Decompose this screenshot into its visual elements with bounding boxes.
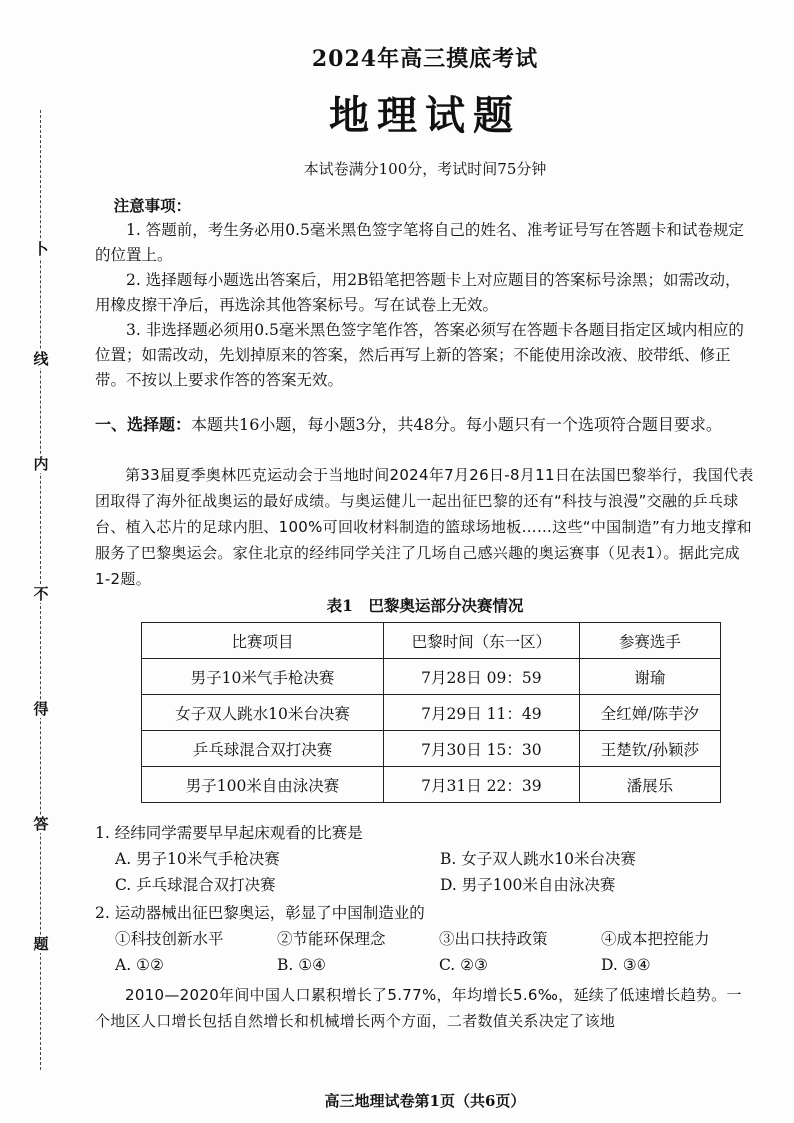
question-2-options xyxy=(115,952,755,978)
table-cell: 男子10米气手枪决赛 xyxy=(142,659,384,695)
table-caption: 表1 巴黎奥运部分决赛情况 xyxy=(326,596,524,615)
note-item: 1. 答题前，考生务必用0.5毫米黑色签字笔将自己的姓名、准考证号写在答题卡和试卷规定的位置上。 xyxy=(95,221,744,264)
table-cell: 乒乓球混合双打决赛 xyxy=(142,731,384,767)
option-b: B. 女子双人跳水10米台决赛 xyxy=(440,850,636,868)
table-cell: 潘展乐 xyxy=(579,767,720,803)
notes-section xyxy=(95,193,755,393)
binding-char: 不 xyxy=(33,585,49,603)
subject-title: 地理试题 xyxy=(329,92,521,139)
option-d: D. 男子100米自由泳决赛 xyxy=(440,876,616,894)
exam-title: 2024年高三摸底考试 xyxy=(311,46,539,72)
option-c: C. ②③ xyxy=(439,956,488,974)
table-cell: 谢瑜 xyxy=(579,659,720,695)
question-1-stem: 1. 经纬同学需要早早起床观看的比赛是 xyxy=(95,824,363,842)
passage-1: 第33届夏季奥林匹克运动会于当地时间2024年7月26日-8月11日在法国巴黎举行，我国代表团取得了海外征战奥运的最好成绩。与奥运健儿一起出征巴黎的还有“科技与浪漫”交融的乒乓球台、植入芯片的足球内胆、100%可回收材料制造的篮球场地板……这些“中国制造”有力地支撑和服务了巴黎奥运会。家住北京的经纬同学关注了几场自己感兴趣的奥运赛事（见表1）。据此完成1-2题。 xyxy=(95,466,754,588)
option-b: B. ①④ xyxy=(277,956,327,974)
question-1-options xyxy=(115,846,755,872)
option-a: A. ①② xyxy=(115,956,164,974)
section-label: 一、选择题： xyxy=(95,415,192,434)
table-cell: 全红婵/陈芋汐 xyxy=(579,695,720,731)
section-desc: 本题共16小题，每小题3分，共48分。每小题只有一个选项符合题目要求。 xyxy=(191,415,722,434)
table-cell: 王楚钦/孙颖莎 xyxy=(579,731,720,767)
option-c: C. 乒乓球混合双打决赛 xyxy=(115,876,276,894)
note-item: 3. 非选择题必须用0.5毫米黑色签字笔作答，答案必须写在答题卡各题目指定区域内相应的位置；如需改动，先划掉原来的答案，然后再写上新的答案；不能使用涂改液、胶带纸、修正带。不按以上要求作答的答案无效。 xyxy=(95,321,744,389)
binding-char: 答 xyxy=(33,815,49,833)
question-2-stem: 2. 运动器械出征巴黎奥运，彰显了中国制造业的 xyxy=(95,904,425,922)
table-cell: 女子双人跳水10米台决赛 xyxy=(142,695,384,731)
section-heading xyxy=(95,412,787,437)
statement-3: ③出口扶持政策 xyxy=(439,930,548,948)
passage-2: 2010—2020年间中国人口累积增长了5.77%，年均增长5.6‰，延续了低速增长趋势。一个地区人口增长包括自然增长和机械增长两个方面，二者数值关系决定了该地 xyxy=(95,986,742,1030)
question-2-items xyxy=(115,926,755,952)
table-row xyxy=(142,659,721,695)
binding-char: 线 xyxy=(33,350,49,368)
table-cell: 7月31日 22：39 xyxy=(384,767,580,803)
table-header-row xyxy=(142,623,721,659)
option-d: D. ③④ xyxy=(601,956,651,974)
note-item: 2. 选择题每小题选出答案后，用2B铅笔把答题卡上对应题目的答案标号涂黑；如需改动，用橡皮擦干净后，再选涂其他答案标号。写在试卷上无效。 xyxy=(95,271,741,314)
table-row xyxy=(142,767,721,803)
table-row xyxy=(142,731,721,767)
table-row xyxy=(142,695,721,731)
binding-char: 卜 xyxy=(33,240,49,258)
exam-info: 本试卷满分100分，考试时间75分钟 xyxy=(303,160,547,178)
table-cell: 7月29日 11：49 xyxy=(384,695,580,731)
option-a: A. 男子10米气手枪决赛 xyxy=(115,850,280,868)
binding-char: 题 xyxy=(33,935,49,953)
question-1-options xyxy=(115,872,755,898)
table-cell: 7月30日 15：30 xyxy=(384,731,580,767)
results-table xyxy=(141,622,721,803)
statement-1: ①科技创新水平 xyxy=(115,930,224,948)
statement-2: ②节能环保理念 xyxy=(277,930,386,948)
table-header: 比赛项目 xyxy=(142,623,384,659)
table-header: 参赛选手 xyxy=(579,623,720,659)
table-cell: 7月28日 09：59 xyxy=(384,659,580,695)
binding-char: 内 xyxy=(33,455,49,473)
notes-heading: 注意事项： xyxy=(113,196,192,215)
table-cell: 男子100米自由泳决赛 xyxy=(142,767,384,803)
table-header: 巴黎时间（东一区） xyxy=(384,623,580,659)
binding-char: 得 xyxy=(33,700,49,718)
binding-line xyxy=(33,110,55,1070)
statement-4: ④成本把控能力 xyxy=(601,930,710,948)
page-footer: 高三地理试卷第1页（共6页） xyxy=(324,1092,526,1110)
